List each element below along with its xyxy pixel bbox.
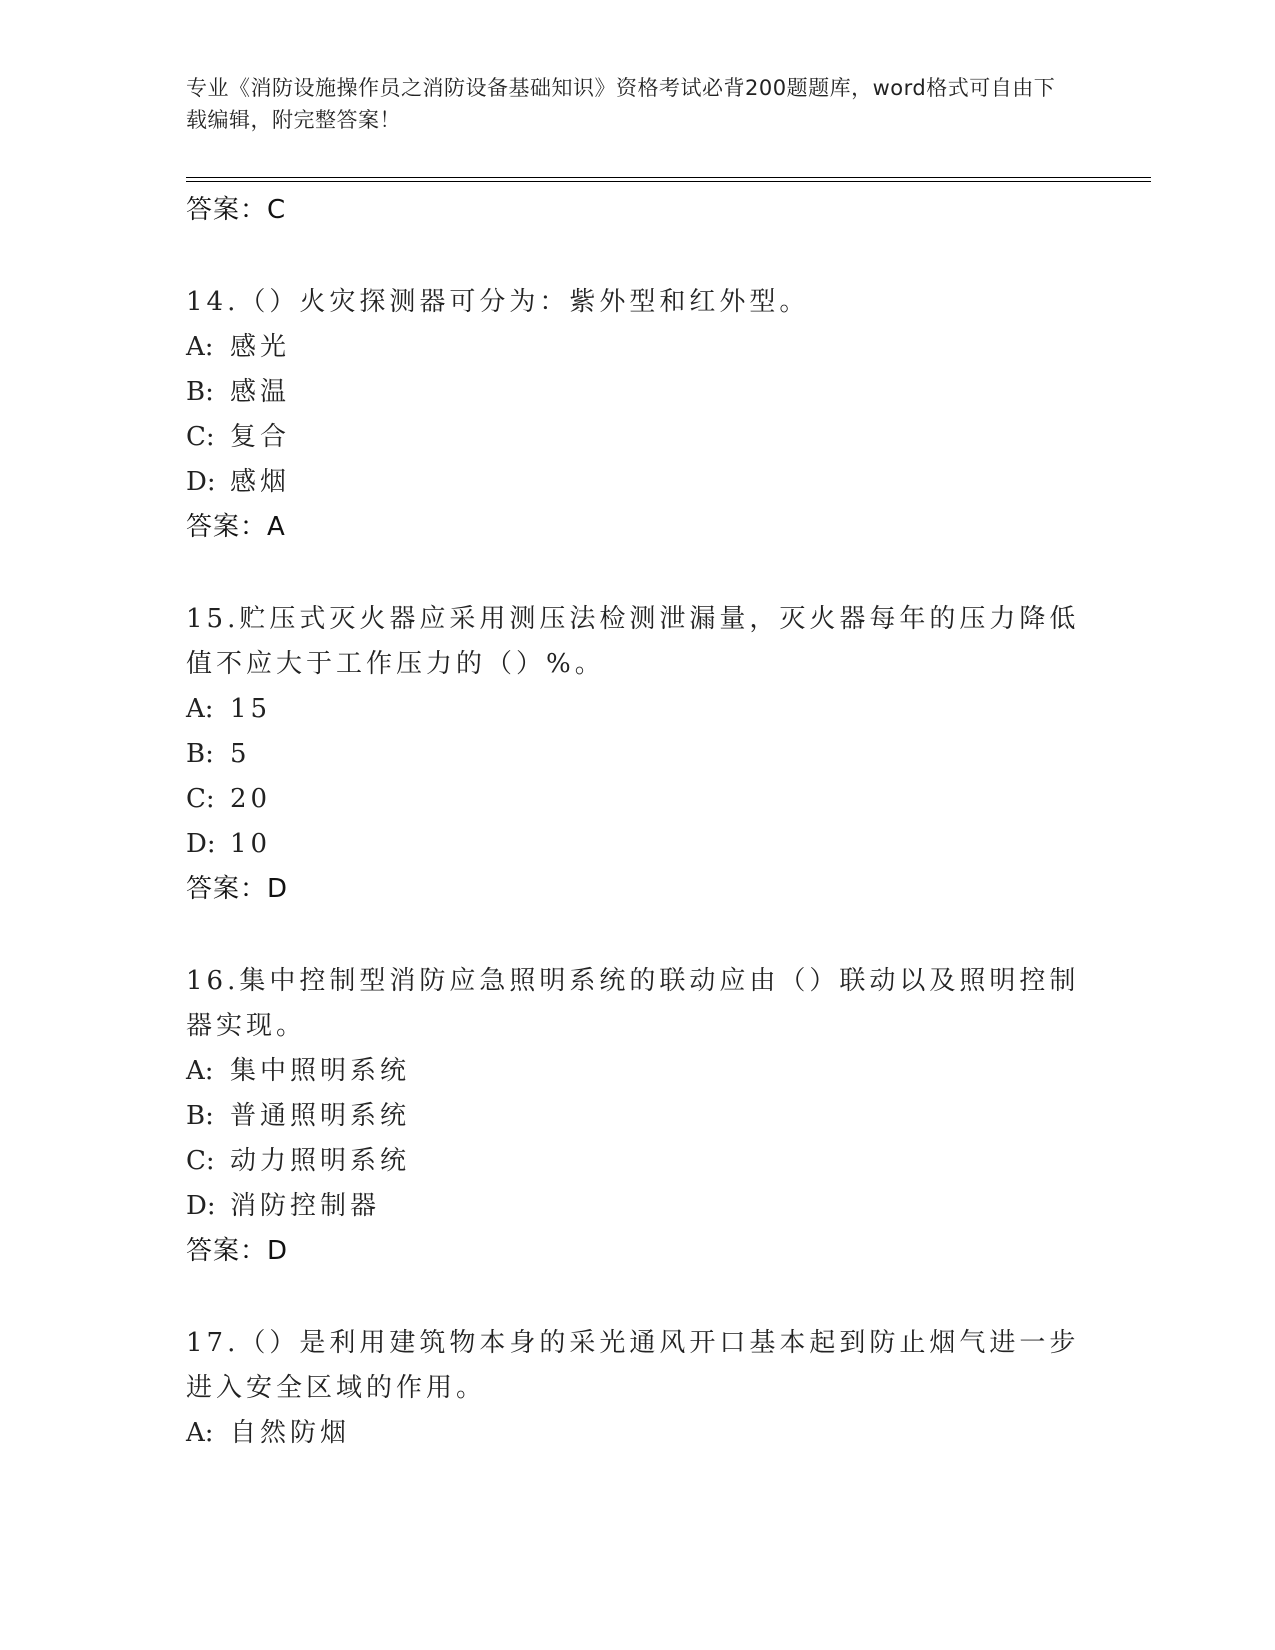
option-label: D: [186,467,216,497]
option-label: C: [186,784,215,814]
option-text: 10 [230,829,272,859]
option-b [186,370,1086,415]
option-label: C: [186,422,215,452]
answer-line: 答案：A [186,512,286,542]
option-a [186,1411,1086,1456]
option-text: 集中照明系统 [230,1056,411,1086]
option-label: D: [186,829,216,859]
option-text: 20 [230,784,272,814]
option-d [186,1184,1086,1229]
option-c [186,1139,1086,1184]
option-label: D: [186,1191,216,1221]
option-a [186,687,1086,732]
header-rule-bottom [186,181,1151,182]
option-text: 动力照明系统 [230,1146,411,1176]
option-text: 消防控制器 [230,1191,381,1221]
option-label: A: [186,1418,214,1448]
option-label: B: [186,739,214,769]
option-label: A: [186,694,214,724]
option-c [186,415,1086,460]
question-stem: 14.（）火灾探测器可分为：紫外型和红外型。 [186,287,810,317]
question-list [186,188,1086,1456]
option-d [186,822,1086,867]
option-text: 感温 [230,377,291,407]
option-b [186,732,1086,777]
option-label: C: [186,1146,215,1176]
answer-line: 答案：C [186,195,287,225]
option-label: A: [186,332,214,362]
option-a [186,1049,1086,1094]
header-rule-top [186,177,1151,178]
option-label: B: [186,1101,214,1131]
option-text: 15 [230,694,272,724]
option-label: B: [186,377,214,407]
option-text: 复合 [230,422,291,452]
option-c [186,777,1086,822]
question-stem: 16.集中控制型消防应急照明系统的联动应由（）联动以及照明控制器实现。 [186,966,1080,1041]
option-text: 感烟 [230,467,291,497]
option-a [186,325,1086,370]
answer-line: 答案：D [186,1236,289,1266]
option-b [186,1094,1086,1139]
answer-line: 答案：D [186,874,289,904]
question-stem: 15.贮压式灭火器应采用测压法检测泄漏量，灭火器每年的压力降低值不应大于工作压力的（）%。 [186,604,1080,679]
option-text: 自然防烟 [230,1418,351,1448]
option-d [186,460,1086,505]
option-text: 5 [230,739,251,769]
option-text: 感光 [230,332,291,362]
option-label: A: [186,1056,214,1086]
question-stem: 17.（）是利用建筑物本身的采光通风开口基本起到防止烟气进一步进入安全区域的作用。 [186,1328,1080,1403]
option-text: 普通照明系统 [230,1101,411,1131]
document-header: 专业《消防设施操作员之消防设备基础知识》资格考试必背200题题库，word格式可自由下载编辑，附完整答案！ [186,76,1056,132]
